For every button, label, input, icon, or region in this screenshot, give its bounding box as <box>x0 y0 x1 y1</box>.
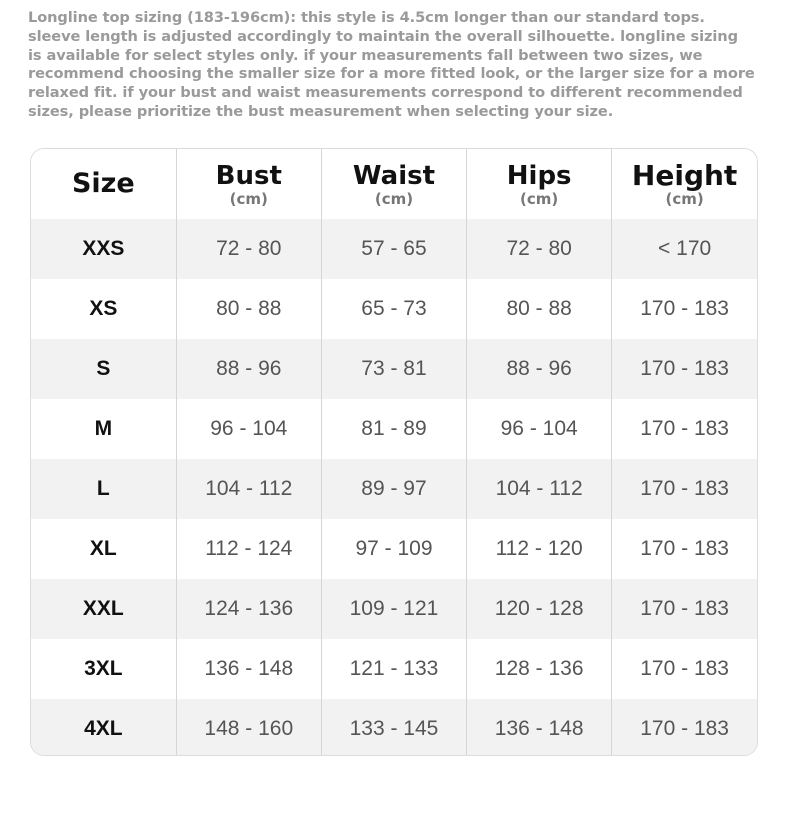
table-row <box>31 279 757 339</box>
table-row <box>31 399 757 459</box>
table-row <box>31 699 757 756</box>
bust-cell: 112 - 124 <box>176 519 321 579</box>
header-bust <box>176 149 321 219</box>
waist-cell: 81 - 89 <box>321 399 466 459</box>
bust-cell: 136 - 148 <box>176 639 321 699</box>
waist-cell: 65 - 73 <box>321 279 466 339</box>
height-cell: 170 - 183 <box>640 417 729 440</box>
hips-cell: 96 - 104 <box>467 399 612 459</box>
table-row <box>31 459 757 519</box>
size-cell: S <box>31 339 176 399</box>
size-cell: XL <box>31 519 176 579</box>
hips-cell: 104 - 112 <box>467 459 612 519</box>
waist-cell: 133 - 145 <box>321 699 466 756</box>
height-cell: 170 - 183 <box>640 657 729 680</box>
bust-cell: 80 - 88 <box>176 279 321 339</box>
sizing-note-line: relaxed fit. if your bust and waist measurements correspond to different recommended <box>28 84 743 102</box>
bust-cell: 88 - 96 <box>176 339 321 399</box>
hips-cell: 128 - 136 <box>467 639 612 699</box>
size-cell: XS <box>31 279 176 339</box>
header-height <box>612 149 757 219</box>
header-title: Waist <box>352 160 436 191</box>
sizing-note-line: Longline top sizing (183-196cm): this style is 4.5cm longer than our standard tops. <box>28 9 705 26</box>
sizing-note-line: sizes, please prioritize the bust measurement when selecting your size. <box>28 102 614 120</box>
header-title: Height <box>631 158 738 192</box>
header-unit: (cm) <box>520 189 559 208</box>
size-cell: 3XL <box>31 639 176 699</box>
height-cell: 170 - 183 <box>640 477 729 500</box>
hips-cell: 80 - 88 <box>467 279 612 339</box>
size-cell: XXS <box>31 219 176 279</box>
header-unit: (cm) <box>229 189 268 208</box>
sizing-note-line: is available for select styles only. if your measurements fall between two sizes, we <box>28 46 703 64</box>
header-hips <box>467 149 612 219</box>
hips-cell: 136 - 148 <box>467 699 612 756</box>
size-cell: M <box>31 399 176 459</box>
size-cell: XXL <box>31 579 176 639</box>
bust-cell: 148 - 160 <box>176 699 321 756</box>
bust-cell: 72 - 80 <box>176 219 321 279</box>
height-cell: 170 - 183 <box>640 357 729 380</box>
sizing-note-line: recommend choosing the smaller size for a more fitted look, or the larger size for a more <box>28 65 755 83</box>
waist-cell: 57 - 65 <box>321 219 466 279</box>
table-row <box>31 639 757 699</box>
waist-cell: 89 - 97 <box>321 459 466 519</box>
waist-cell: 121 - 133 <box>321 639 466 699</box>
waist-cell: 73 - 81 <box>321 339 466 399</box>
bust-cell: 96 - 104 <box>176 399 321 459</box>
size-cell: L <box>31 459 176 519</box>
height-cell: 170 - 183 <box>640 537 729 560</box>
hips-cell: 88 - 96 <box>467 339 612 399</box>
waist-cell: 109 - 121 <box>321 579 466 639</box>
sizing-note-line: sleeve length is adjusted accordingly to maintain the overall silhouette. longline sizing <box>28 27 738 45</box>
table-row <box>31 519 757 579</box>
header-title: Bust <box>215 160 282 191</box>
header-unit: (cm) <box>665 189 704 208</box>
header-row <box>31 149 757 219</box>
table-row <box>31 579 757 639</box>
header-waist <box>321 149 466 219</box>
header-title: Size <box>71 168 135 199</box>
bust-cell: 104 - 112 <box>176 459 321 519</box>
header-unit: (cm) <box>374 189 414 208</box>
hips-cell: 112 - 120 <box>467 519 612 579</box>
size-chart <box>30 148 758 756</box>
header-size <box>31 149 176 219</box>
height-cell: 170 - 183 <box>640 597 729 620</box>
height-cell: 170 - 183 <box>640 297 729 320</box>
header-title: Hips <box>506 160 572 191</box>
size-cell: 4XL <box>31 699 176 756</box>
height-cell: 170 - 183 <box>640 717 729 740</box>
bust-cell: 124 - 136 <box>176 579 321 639</box>
sizing-note <box>28 9 773 122</box>
hips-cell: 72 - 80 <box>467 219 612 279</box>
table-row <box>31 219 757 279</box>
table-row <box>31 339 757 399</box>
hips-cell: 120 - 128 <box>467 579 612 639</box>
height-cell: < 170 <box>658 237 712 260</box>
size-chart-table <box>31 149 757 756</box>
waist-cell: 97 - 109 <box>321 519 466 579</box>
